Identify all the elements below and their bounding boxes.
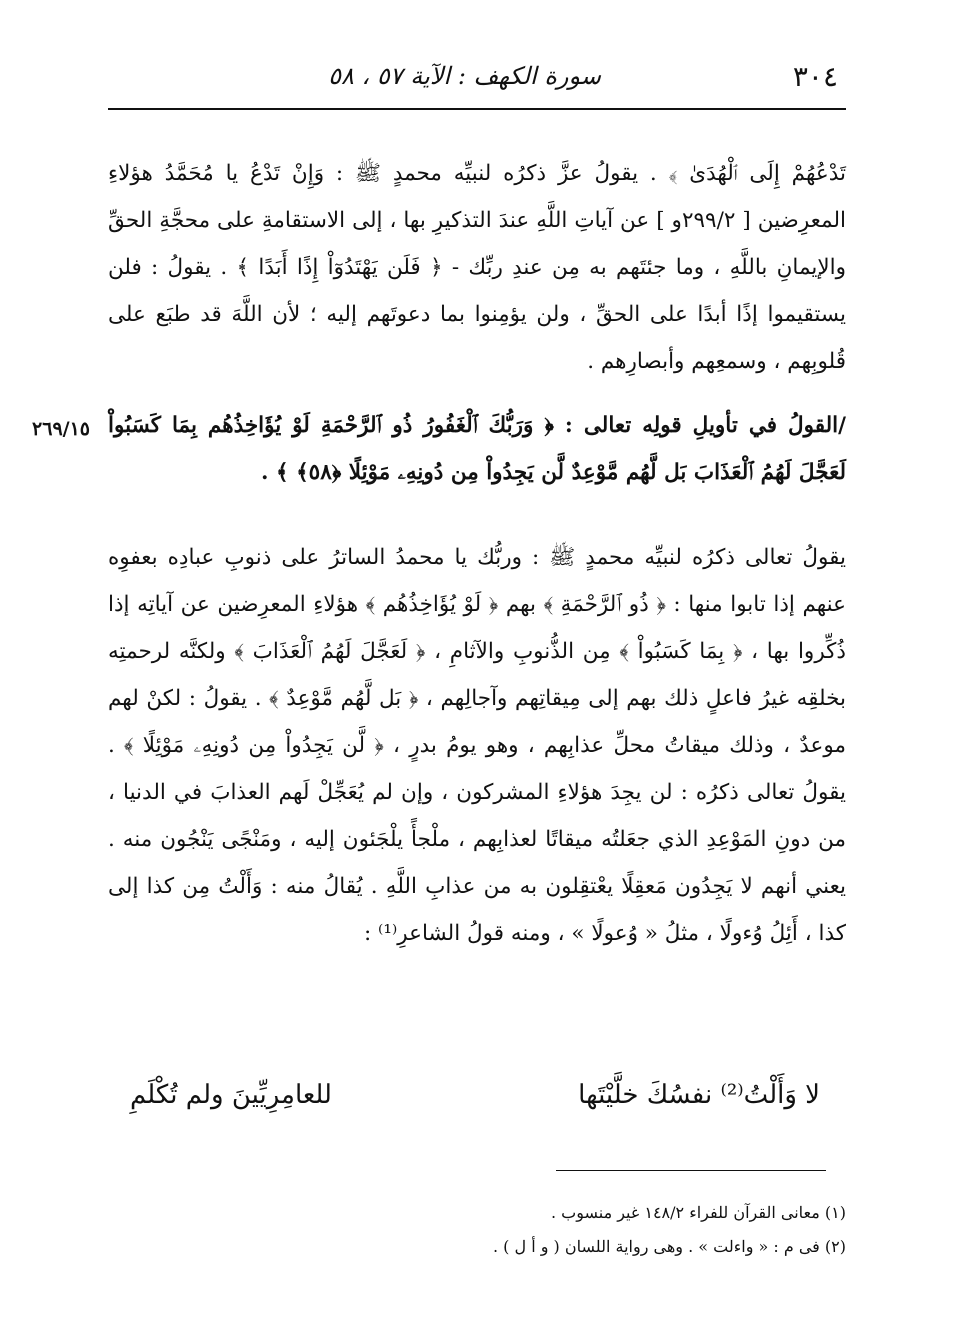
- poem-verse: [130, 1080, 820, 1110]
- verse-heading-text: /القولُ في تأويلِ قولِه تعالى : ﴿ وَرَبُّكَ ٱلْغَفُورُ ذُو ٱلرَّحْمَةِ لَوْ يُؤَاخِذُهُم بِمَا كَسَبُواْ لَعَجَّلَ لَهُمُ ٱلْعَذَابَ بَل لَّهُم مَّوْعِدٌ لَّن يَجِدُواْ مِن دُونِهِۦ مَوْئِلًا ﴿٥٨﴾ ﴾ .: [108, 413, 846, 485]
- running-title: سورة الكهف : الآية ٥٧ ، ٥٨: [328, 62, 601, 90]
- main-text: [32, 150, 847, 1024]
- margin-reference: ٢٦٩/١٥: [32, 418, 90, 440]
- paragraph-3: يقولُ تعالى ذكرُه لنبيِّه محمدٍ ﷺ : وربُّك يا محمدُ الساترُ على ذنوبِ عبادِه بعفوِه عنهم إذا تابوا منها : ﴿ ذُو ٱلرَّحْمَةِ ﴾ بهم ﴿ لَوْ يُؤَاخِذُهُم ﴾ هؤلاءِ المعرِضين عن آياتِه إذا ذُكِّروا بها ، ﴿ بِمَا كَسَبُواْ ﴾ مِن الذُّنوبِ والآثامِ ، ﴿ لَعَجَّلَ لَهُمُ ٱلْعَذَابَ ﴾ ولكنَّه لرحمتِه بخلقِه غيرُ فاعلٍ ذلك بهم إلى مِيقاتِهم وآجالِهم ، ﴿ بَل لَّهُم مَّوْعِدٌ ﴾ . يقولُ : لكنْ لهم موعدٌ ، وذلك ميقاتُ محلِّ عذابِهم ، وهو يومُ بدرٍ ، ﴿ لَّن يَجِدُواْ مِن دُونِهِۦ مَوْئِلًا ﴾ . يقولُ تعالى ذكرُه : لن يجِدَ هؤلاءِ المشركون ، وإن لم يُعَجِّلْ لَهم العذابَ في الدنيا ، من دونِ المَوْعِدِ الذي جعَلتُه ميقاتًا لعذابِهم ، ملْجأً يلْجَئون إليه ، ومَنْجًى يَنْجُون منه . يعني أنهم لا يَجِدُون مَعقِلًا يعْتقِلون به من عذابِ اللَّهِ . يُقالُ منه : وَأَلْتُ مِن كذا إلى كذا ، أَئِلُ وُءولًا ، مثلُ « وُعولًا » ، ومنه قولُ الشاعرِ⁽¹⁾ :: [108, 545, 846, 946]
- poem-hemistich-left: للعامِرِيِّينَ ولم تُكْلَمِ: [130, 1080, 332, 1110]
- footnote-2: (٢) فى م : « واءلت » . وهى رواية اللسان ( و أ ل ) .: [493, 1237, 846, 1256]
- paragraph-1: تَدْعُهُمْ إِلَى ٱلْهُدَىٰ ﴾ . يقولُ عزَّ ذكرُه لنبيِّه محمدٍ ﷺ : وَإِنْ تَدْعُ يا مُحَمَّدُ هؤلاءِ المعرِضين [ ٢٩٩/٢و ] عن آياتِ اللَّهِ عندَ التذكيرِ بها ، إلى الاستقامةِ على محجَّةِ الحقِّ والإيمانِ باللَّهِ ، وما جئتَهم به مِن عندِ ربِّك - ﴿ فَلَن يَهْتَدُوٓاْ إِذًا أَبَدًا ﴾ . يقولُ : فلن يستقيموا إذًا أبدًا على الحقِّ ، ولن يؤمِنوا بما دعوتَهم إليه ؛ لأن اللَّهَ قد طبَع على قُلوبِهم ، وسمعِهم وأبصارِهم .: [108, 161, 847, 374]
- footnote-divider: [556, 1170, 826, 1171]
- page-header: [108, 54, 846, 104]
- paragraph-2-verse-heading: [32, 402, 846, 520]
- poem-hemistich-right: لا وَأَلْتُ⁽²⁾ نفسُكَ خلَّيْتَها: [578, 1080, 820, 1110]
- page-number: ٣٠٤: [792, 60, 838, 93]
- footnotes: [300, 1196, 846, 1264]
- header-divider: [108, 108, 846, 110]
- footnote-1: (١) معانى القرآن للفراء ١٤٨/٢ غير منسوب .: [550, 1203, 846, 1222]
